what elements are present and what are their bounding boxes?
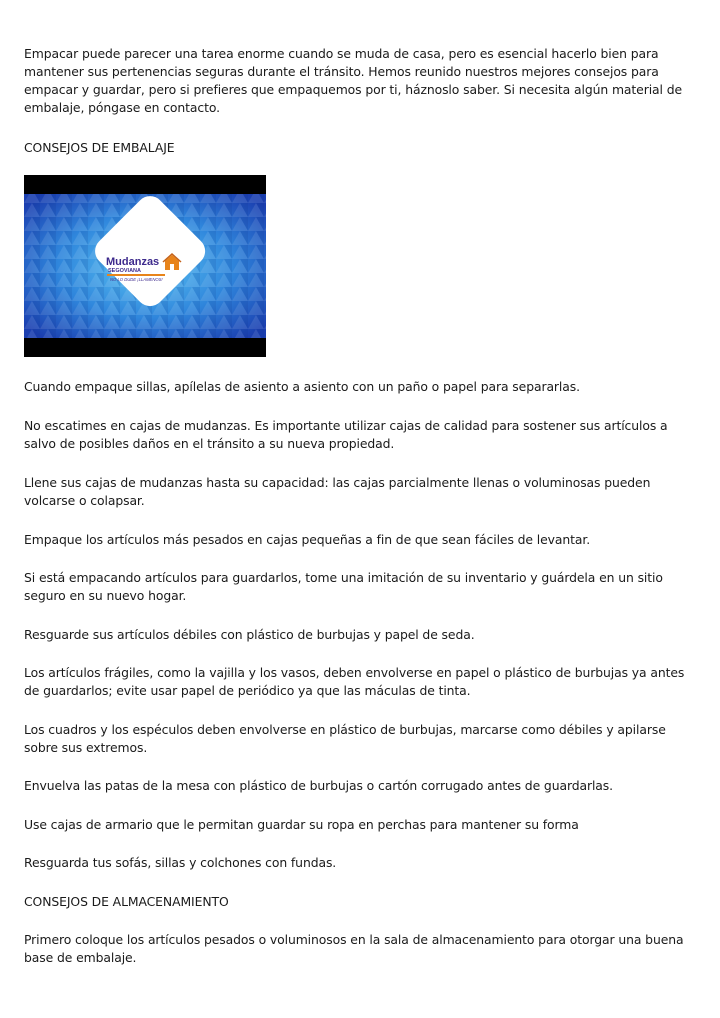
storage-tips-heading: CONSEJOS DE ALMACENAMIENTO <box>24 894 229 909</box>
tip-item: Envuelva las patas de la mesa con plástico de burbujas o cartón corrugado antes de guardarlas. <box>24 778 613 793</box>
packing-tips-heading: CONSEJOS DE EMBALAJE <box>24 140 175 155</box>
tip-item: Resguarda tus sofás, sillas y colchones con fundas. <box>24 855 337 870</box>
tip-item: Los cuadros y los espéculos deben envolverse en plástico de burbujas, marcarse como débiles y apilarse sobre sus extremos. <box>24 722 666 755</box>
tip-item: Resguarde sus artículos débiles con plástico de burbujas y papel de seda. <box>24 627 475 642</box>
logo-tagline: NO LO DUDE ¡LLAMENOS! <box>110 277 163 282</box>
storage-tip-item: Primero coloque los artículos pesados o voluminosos en la sala de almacenamiento para otorgar una buena base de embalaje. <box>24 932 684 965</box>
intro-paragraph: Empacar puede parecer una tarea enorme cuando se muda de casa, pero es esencial hacerlo bien para mantener sus pertenencias seguras durante el tránsito. Hemos reunido nuestros mejores consejos para empacar y guardar, pero si prefieres que empaquemos por ti, háznoslo saber. Si necesita algún material de embalaje, póngase en contacto. <box>24 46 683 115</box>
logo-text-line1: Mudanzas <box>106 256 160 268</box>
logo-text-line2: SEGOVIANA <box>108 268 142 274</box>
tip-item: Llene sus cajas de mudanzas hasta su capacidad: las cajas parcialmente llenas o voluminosas pueden volcarse o colapsar. <box>24 475 651 508</box>
tip-item: Use cajas de armario que le permitan guardar su ropa en perchas para mantener su forma <box>24 817 579 832</box>
tip-item: No escatimes en cajas de mudanzas. Es importante utilizar cajas de calidad para sostener sus artículos a salvo de posibles daños en el tránsito a su nueva propiedad. <box>24 418 668 451</box>
logo-underline <box>107 274 165 276</box>
promo-video-thumbnail[interactable] <box>24 175 266 357</box>
tip-item: Empaque los artículos más pesados en cajas pequeñas a fin de que sean fáciles de levantar. <box>24 532 591 547</box>
tip-item: Los artículos frágiles, como la vajilla y los vasos, deben envolverse en papel o plástico de burbujas ya antes de guardarlos; evite usar papel de periódico ya que las máculas de tinta. <box>24 665 685 698</box>
promo-graphic <box>24 175 266 357</box>
tip-item: Si está empacando artículos para guardarlos, tome una imitación de su inventario y guárdela en un sitio seguro en su nuevo hogar. <box>24 570 663 603</box>
tip-item: Cuando empaque sillas, apílelas de asiento a asiento con un paño o papel para separarlas. <box>24 379 580 394</box>
